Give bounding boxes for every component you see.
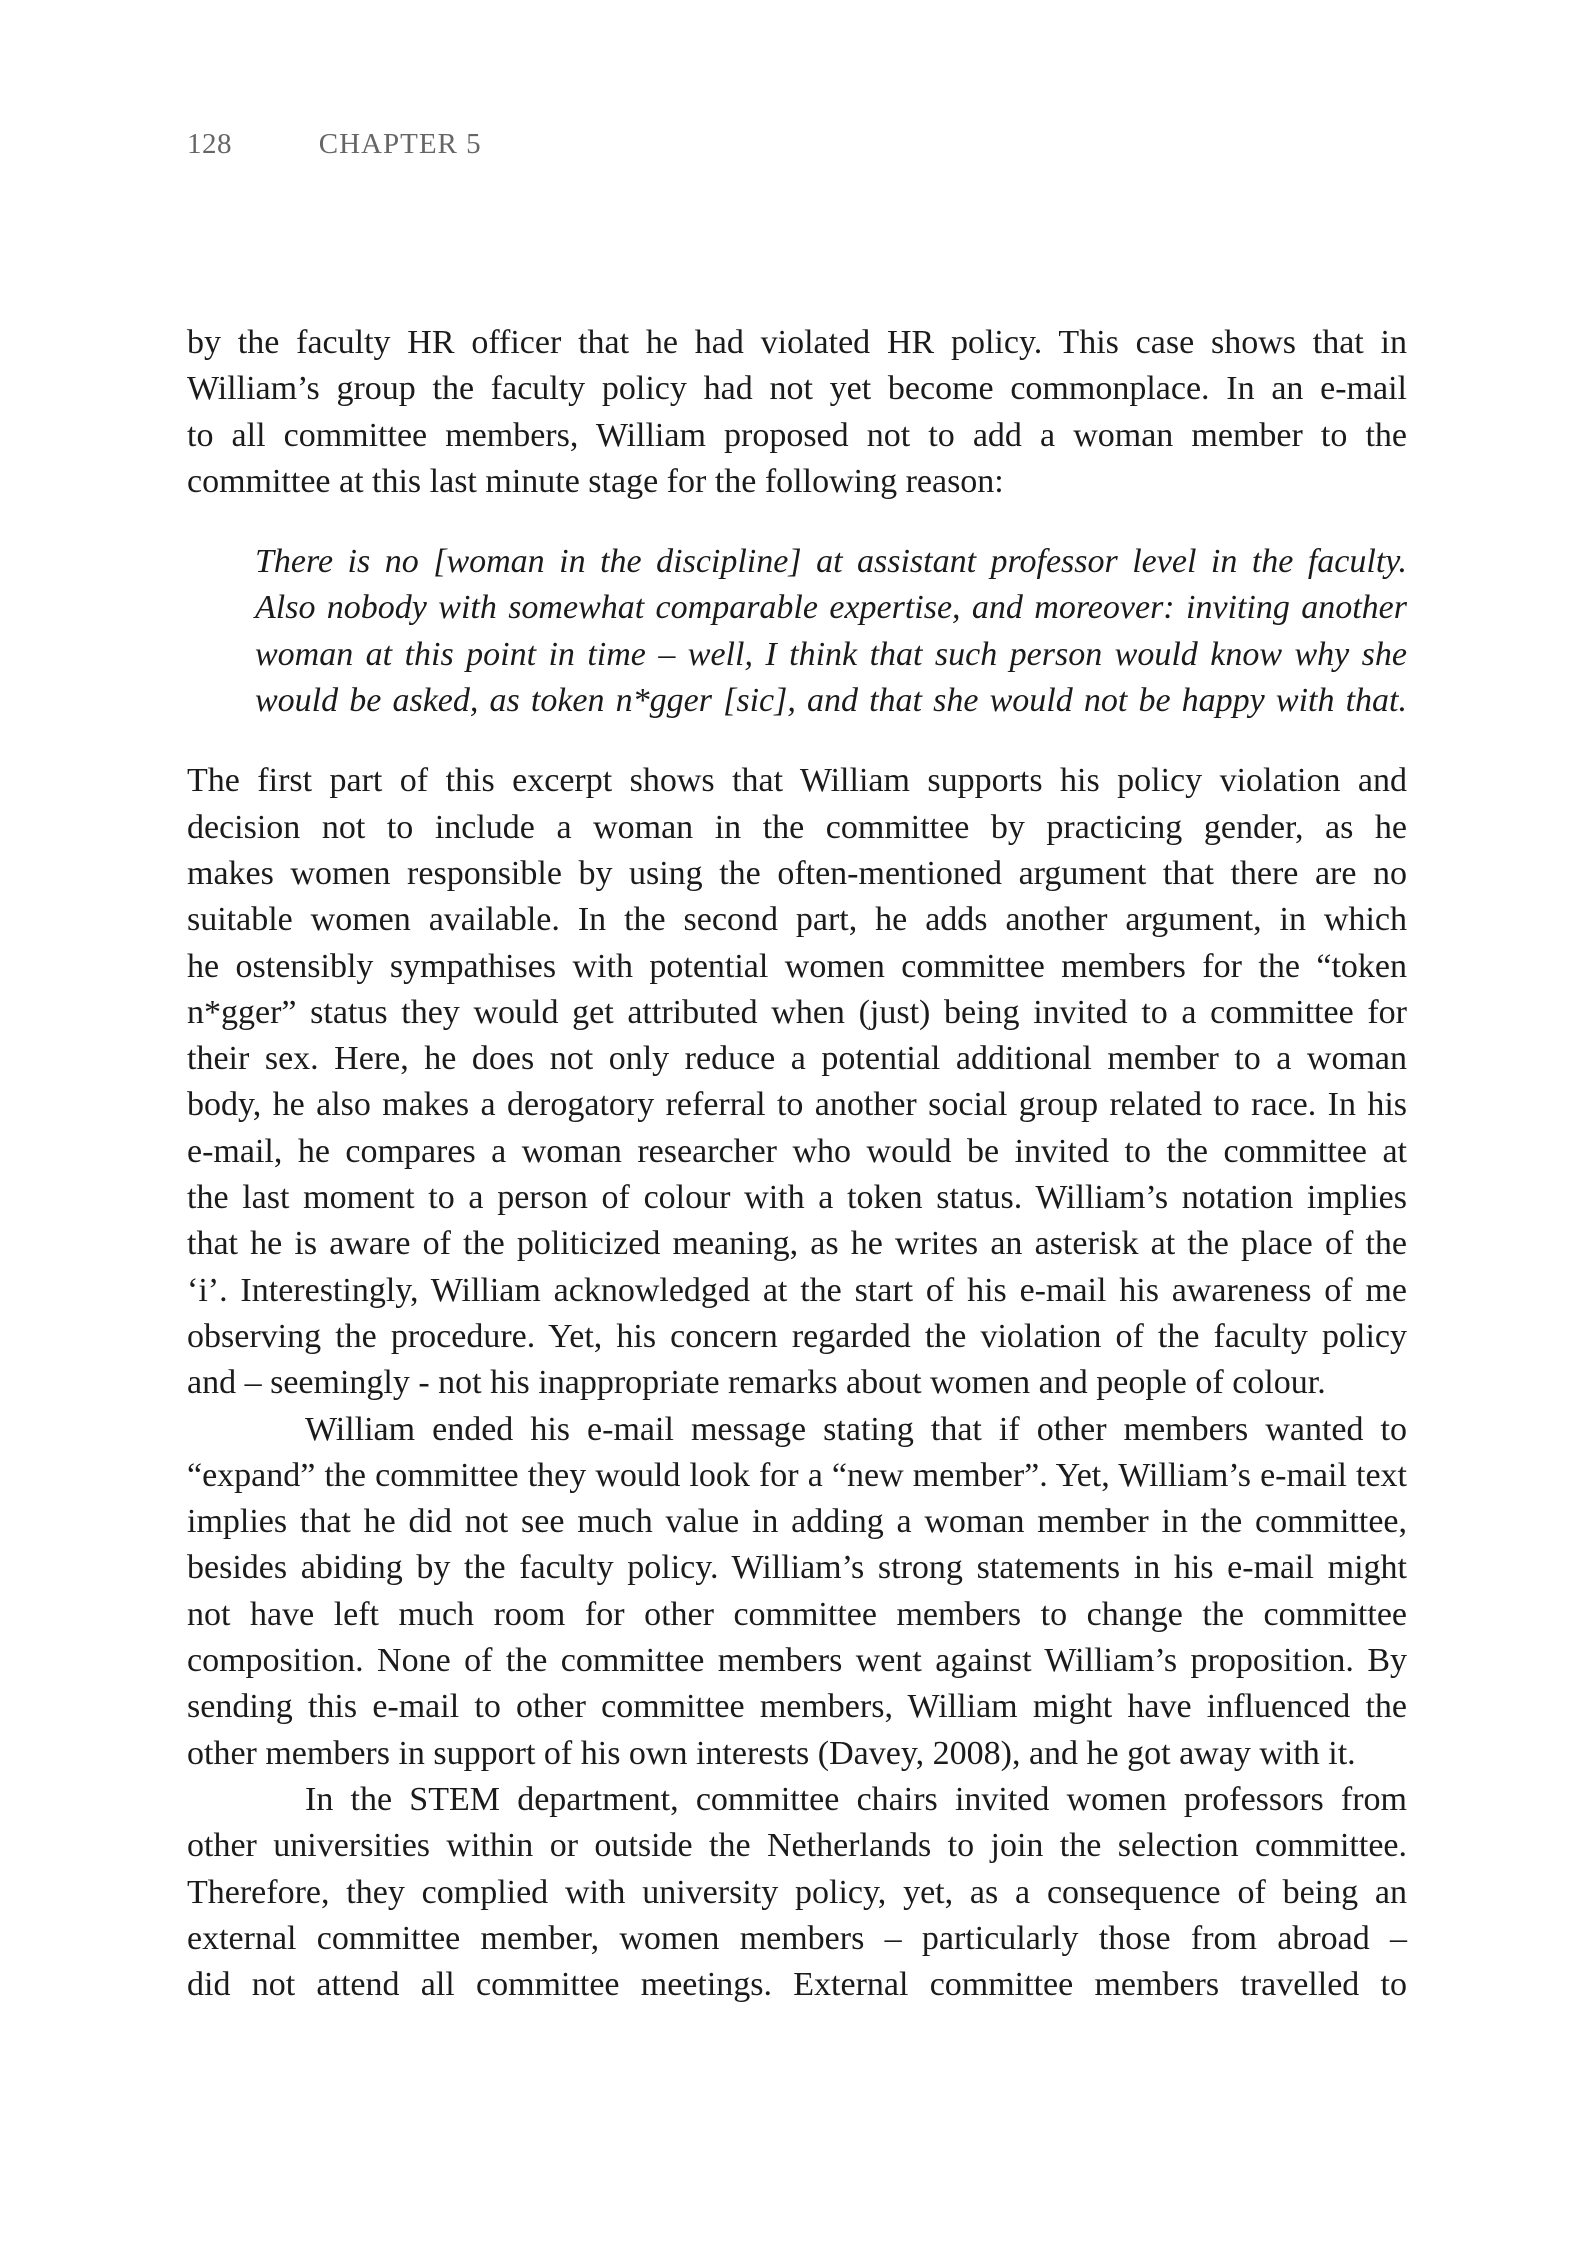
- text-line: In the STEM department, committee chairs invited women professors from: [305, 1780, 1407, 1818]
- text-line: other members in support of his own interests (Davey, 2008), and he got away with it.: [187, 1734, 1356, 1772]
- text-line: external committee member, women members – particularly those from abroad –: [187, 1919, 1407, 1957]
- quote-line: woman at this point in time – well, I think that such person would know why she: [255, 635, 1407, 673]
- text-line: to all committee members, William proposed not to add a woman member to the: [187, 416, 1407, 454]
- text-line: The first part of this excerpt shows that William supports his policy violation and: [187, 762, 1407, 800]
- body-text: [187, 320, 1407, 2008]
- quote-line: There is no [woman in the discipline] at assistant professor level in the faculty.: [255, 543, 1407, 581]
- text-line: observing the procedure. Yet, his concern regarded the violation of the faculty policy: [187, 1317, 1407, 1355]
- text-line: other universities within or outside the Netherlands to join the selection committee.: [187, 1827, 1407, 1865]
- text-line: e-mail, he compares a woman researcher who would be invited to the committee at: [187, 1132, 1407, 1170]
- paragraph-4: [187, 1777, 1407, 2008]
- text-line: “expand” the committee they would look for a “new member”. Yet, William’s e-mail text: [187, 1456, 1407, 1494]
- text-line: besides abiding by the faculty policy. William’s strong statements in his e-mail might: [187, 1549, 1407, 1587]
- text-line: did not attend all committee meetings. External committee members travelled to: [187, 1966, 1407, 2004]
- quote-line: would be asked, as token n*gger [sic], and that she would not be happy with that.: [255, 682, 1407, 720]
- paragraph-3: [187, 1407, 1407, 1777]
- text-line: he ostensibly sympathises with potential women committee members for the “token: [187, 947, 1407, 985]
- text-line: Therefore, they complied with university policy, yet, as a consequence of being an: [187, 1873, 1407, 1911]
- text-line: not have left much room for other committee members to change the committee: [187, 1595, 1407, 1633]
- text-line: their sex. Here, he does not only reduce a potential additional member to a woman: [187, 1040, 1407, 1078]
- text-line: that he is aware of the politicized meaning, as he writes an asterisk at the place of the: [187, 1225, 1407, 1263]
- text-line: n*gger” status they would get attributed when (just) being invited to a committee for: [187, 993, 1407, 1031]
- text-line: suitable women available. In the second part, he adds another argument, in which: [187, 901, 1407, 939]
- text-line: ‘i’. Interestingly, William acknowledged at the start of his e-mail his awareness of me: [187, 1271, 1407, 1309]
- text-line: committee at this last minute stage for the following reason:: [187, 462, 1004, 500]
- page-number: 128: [187, 128, 232, 160]
- text-line: by the faculty HR officer that he had violated HR policy. This case shows that in: [187, 324, 1407, 361]
- text-line: the last moment to a person of colour with a token status. William’s notation implies: [187, 1179, 1407, 1217]
- running-header: [187, 128, 482, 161]
- text-line: William ended his e-mail message stating that if other members wanted to: [305, 1410, 1407, 1448]
- text-line: and – seemingly - not his inappropriate remarks about women and people of colour.: [187, 1364, 1326, 1402]
- text-line: composition. None of the committee members went against William’s proposition. By: [187, 1642, 1407, 1680]
- quote-line: Also nobody with somewhat comparable expertise, and moreover: inviting another: [255, 589, 1407, 627]
- text-line: sending this e-mail to other committee members, William might have influenced the: [187, 1688, 1407, 1726]
- chapter-title: CHAPTER 5: [318, 128, 482, 160]
- paragraph-1: [187, 320, 1407, 505]
- text-line: decision not to include a woman in the committee by practicing gender, as he: [187, 808, 1407, 846]
- text-line: William’s group the faculty policy had not yet become commonplace. In an e-mail: [187, 370, 1407, 408]
- paragraph-2: [187, 758, 1407, 1406]
- text-line: implies that he did not see much value in adding a woman member in the committee,: [187, 1503, 1407, 1541]
- block-quote: [187, 539, 1407, 724]
- text-line: body, he also makes a derogatory referral to another social group related to race. In his: [187, 1086, 1407, 1124]
- text-line: makes women responsible by using the often-mentioned argument that there are no: [187, 854, 1407, 892]
